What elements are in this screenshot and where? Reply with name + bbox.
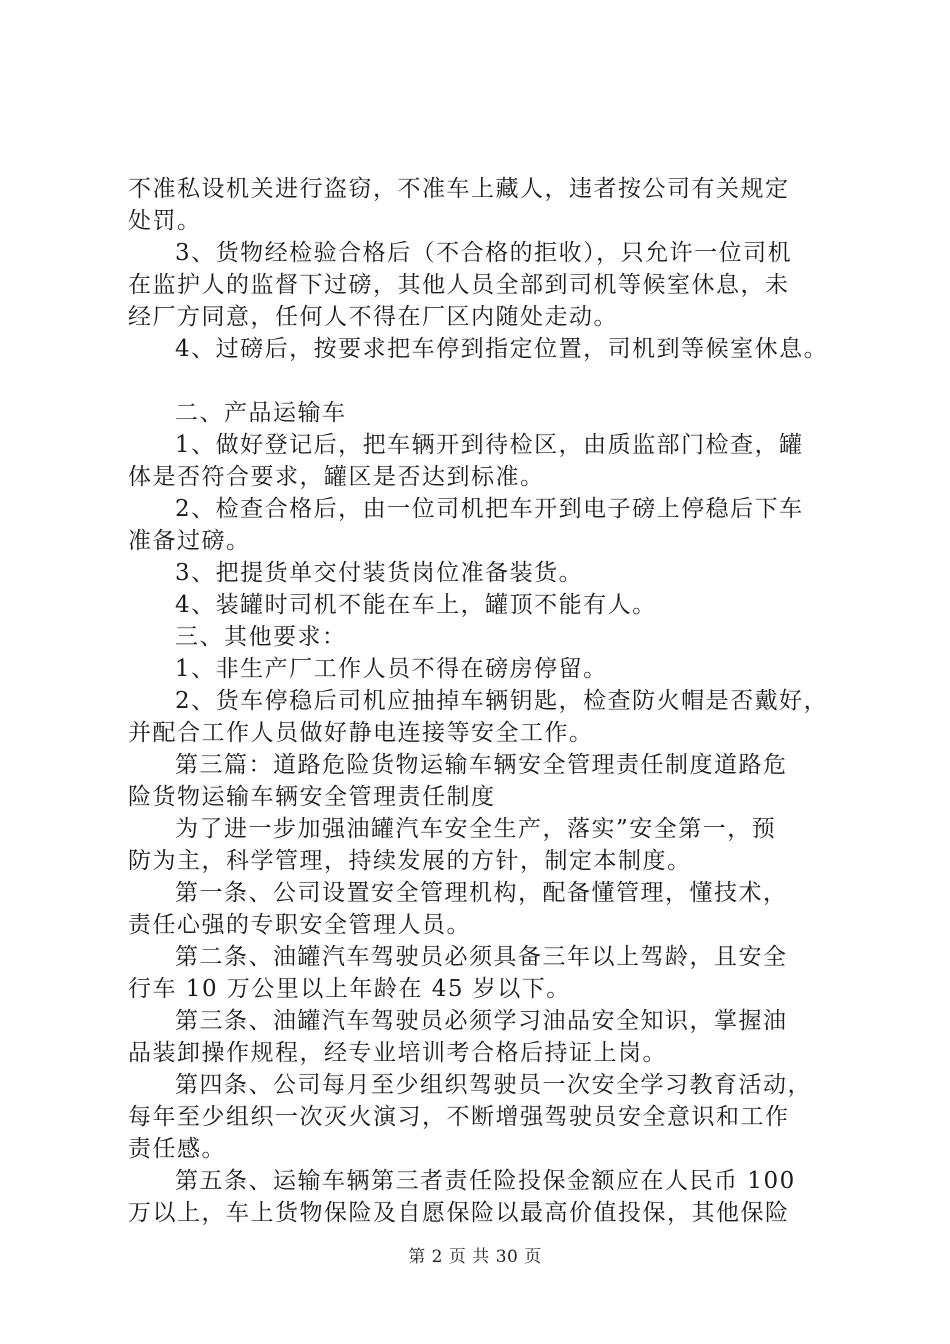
- text-line: 险货物运输车辆安全管理责任制度: [128, 784, 496, 810]
- text-line: 第一条、公司设置安全管理机构，配备懂管理，懂技术，: [175, 880, 788, 906]
- section-heading: 三、其他要求：: [175, 624, 347, 650]
- text-line: 第五条、运输车辆第三者责任险投保金额应在人民币 100: [175, 1168, 796, 1194]
- text-line: 第四条、公司每月至少组织驾驶员一次安全学习教育活动，: [175, 1072, 812, 1098]
- blank-line: [128, 365, 840, 397]
- text-line: 在监护人的监督下过磅，其他人员全部到司机等候室休息，未: [128, 272, 790, 298]
- text-line: 2、检查合格后，由一位司机把车开到电子磅上停稳后下车: [175, 496, 804, 522]
- text-line: 为了进一步加强油罐汽车安全生产，落实”安全第一，预: [175, 816, 777, 842]
- text-line: 防为主，科学管理，持续发展的方针，制定本制度。: [128, 848, 692, 874]
- section-heading: 二、产品运输车: [175, 400, 347, 426]
- text-line: 并配合工作人员做好静电连接等安全工作。: [128, 720, 594, 746]
- text-line: 第三条、油罐汽车驾驶员必须学习油品安全知识，掌握油: [175, 1008, 788, 1034]
- text-line: 处罚。: [128, 208, 202, 234]
- text-line: 行车 10 万公里以上年龄在 45 岁以下。: [128, 976, 571, 1002]
- document-body: [128, 173, 840, 1229]
- text-line: 1、非生产厂工作人员不得在磅房停留。: [175, 656, 608, 682]
- text-line: 2、货车停稳后司机应抽掉车辆钥匙，检查防火帽是否戴好，: [175, 688, 829, 714]
- text-line: 3、货物经检验合格后（不合格的拒收），只允许一位司机: [175, 240, 793, 266]
- text-line: 经厂方同意，任何人不得在厂区内随处走动。: [128, 304, 618, 330]
- text-line: 每年至少组织一次灭火演习，不断增强驾驶员安全意识和工作: [128, 1104, 790, 1130]
- text-line: 准备过磅。: [128, 528, 251, 554]
- text-line: 1、做好登记后，把车辆开到待检区，由质监部门检查，罐: [175, 432, 804, 458]
- text-line: 不准私设机关进行盗窃，不准车上藏人，违者按公司有关规定: [128, 176, 790, 202]
- text-line: 万以上，车上货物保险及自愿保险以最高价值投保，其他保险: [128, 1200, 790, 1226]
- text-line: 体是否符合要求，罐区是否达到标准。: [128, 464, 545, 490]
- text-line: 第二条、油罐汽车驾驶员必须具备三年以上驾龄，且安全: [175, 944, 788, 970]
- page-number-footer: 第 2 页 共 30 页: [408, 1247, 542, 1267]
- text-line: 品装卸操作规程，经专业培训考合格后持证上岗。: [128, 1040, 667, 1066]
- text-line: 责任心强的专职安全管理人员。: [128, 912, 471, 938]
- text-line: 4、装罐时司机不能在车上，罐顶不能有人。: [175, 592, 657, 618]
- chapter-heading: 第三篇：道路危险货物运输车辆安全管理责任制度道路危: [175, 752, 788, 778]
- text-line: 4、过磅后，按要求把车停到指定位置，司机到等候室休息。: [175, 336, 829, 362]
- text-line: 责任感。: [128, 1136, 226, 1162]
- text-line: 3、把提货单交付装货岗位准备装货。: [175, 560, 584, 586]
